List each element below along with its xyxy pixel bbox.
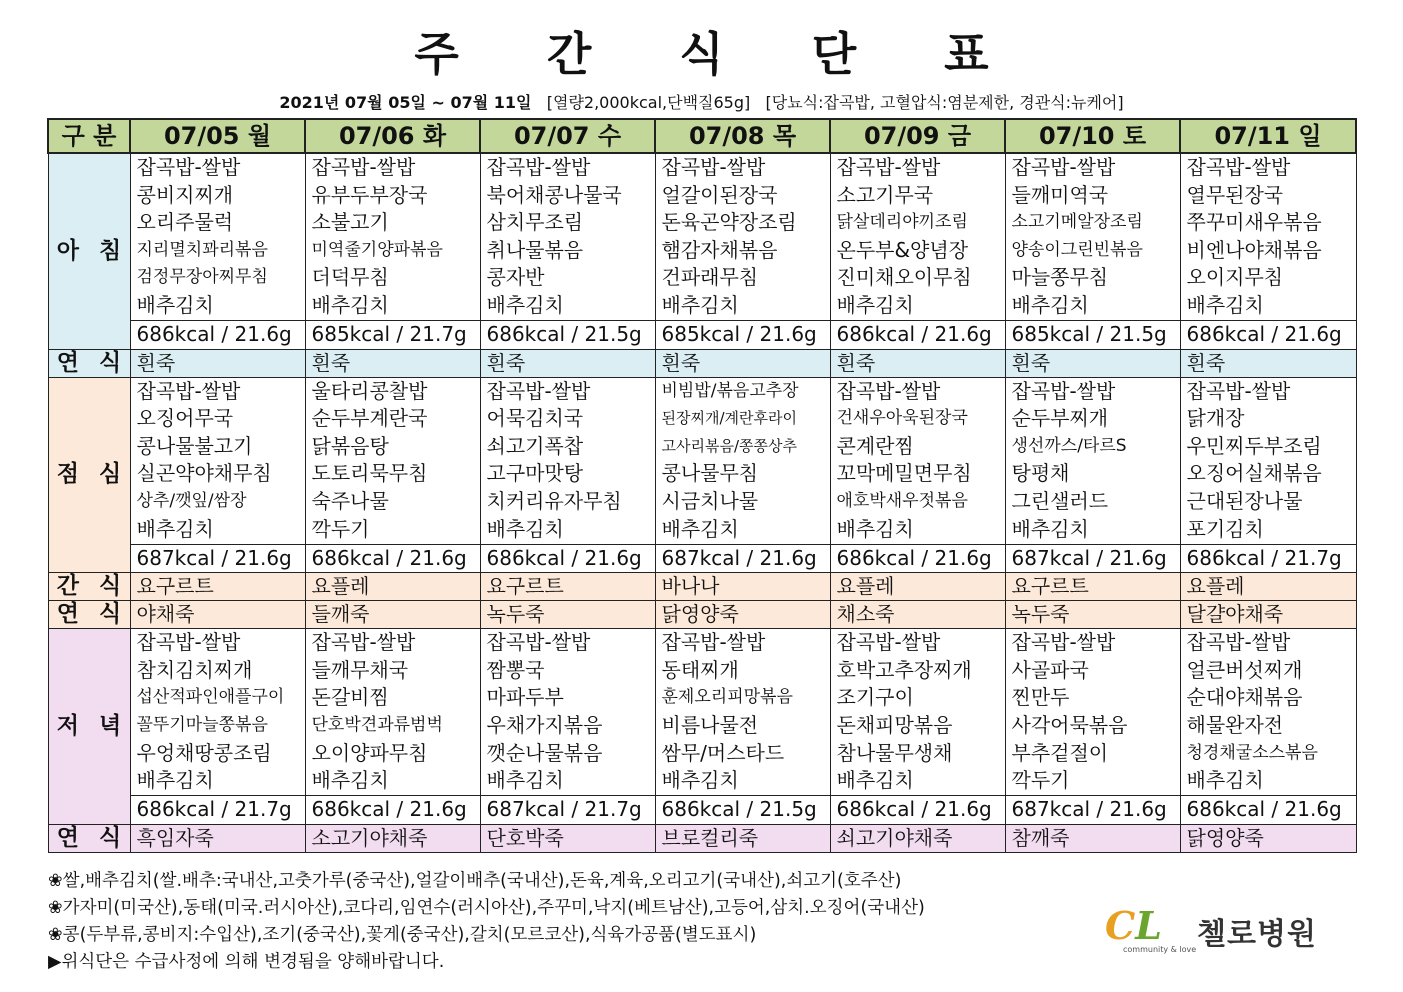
menu-item: 배추김치: [486, 292, 564, 317]
menu-item: 온두부&양념장: [836, 237, 969, 262]
menu-item: 오징어무국: [136, 406, 234, 431]
snack-cell: 요플레: [305, 573, 480, 601]
meal-cell: [1005, 629, 1180, 796]
kcal-cell: 686kcal / 21.6g: [830, 796, 1005, 825]
menu-item: 잡곡밥-쌀밥: [486, 630, 591, 655]
snack-row: [48, 573, 1356, 601]
menu-item: 고사리볶음/쫑쫑상추: [661, 436, 797, 455]
menu-item: 포기김치: [1186, 516, 1264, 541]
menu-item: 잡곡밥-쌀밥: [1186, 378, 1291, 403]
menu-item: 배추김치: [136, 292, 214, 317]
kcal-cell: 686kcal / 21.6g: [305, 544, 480, 573]
menu-item: 소고기메알장조림: [1011, 212, 1143, 233]
menu-item: 배추김치: [136, 516, 214, 541]
menu-item: 미역줄기양파볶음: [311, 239, 443, 260]
lunch-row: [48, 377, 1356, 544]
row-label: 연 식: [48, 349, 130, 377]
kcal-cell: 686kcal / 21.6g: [1180, 321, 1356, 350]
menu-item: 건새우아욱된장국: [836, 408, 968, 429]
breakfast-kcal-row: [48, 321, 1356, 350]
meal-cell: [1180, 377, 1356, 544]
kcal-cell: 687kcal / 21.6g: [1005, 796, 1180, 825]
soft-diet-cell: 흑임자죽: [130, 824, 305, 852]
soft-diet-cell: 흰죽: [830, 349, 1005, 377]
kcal-cell: 685kcal / 21.5g: [1005, 321, 1180, 350]
kcal-cell: 686kcal / 21.7g: [1180, 544, 1356, 573]
soft-diet-cell: 흰죽: [655, 349, 830, 377]
menu-item: 유부두부장국: [311, 182, 428, 207]
menu-item: 잡곡밥-쌀밥: [661, 630, 766, 655]
soft-diet-cell: 채소죽: [830, 601, 1005, 629]
menu-item: 콩자반: [486, 265, 545, 290]
menu-item: 콩나물무침: [661, 461, 759, 486]
soft-diet-cell: 들깨죽: [305, 601, 480, 629]
menu-item: 얼큰버섯찌개: [1186, 657, 1303, 682]
meal-cell: [1005, 153, 1180, 321]
soft-diet-row: [48, 601, 1356, 629]
menu-item: 돈채피망볶음: [836, 712, 953, 737]
menu-item: 숙주나물: [311, 488, 389, 513]
kcal-cell: 686kcal / 21.5g: [655, 796, 830, 825]
row-label: 연 식: [48, 601, 130, 629]
soft-diet-cell: 흰죽: [1180, 349, 1356, 377]
menu-item: 순두부찌개: [1011, 406, 1109, 431]
menu-item: 지리멸치꽈리볶음: [136, 239, 268, 260]
soft-diet-cell: 브로컬리죽: [655, 824, 830, 852]
menu-item: 취나물볶음: [486, 237, 584, 262]
meal-cell: [1180, 629, 1356, 796]
header-cell: 07/08 목: [655, 119, 830, 153]
snack-cell: 요구르트: [480, 573, 655, 601]
kcal-cell: 686kcal / 21.6g: [305, 796, 480, 825]
menu-item: 얼갈이된장국: [661, 182, 778, 207]
snack-cell: 바나나: [655, 573, 830, 601]
menu-item: 건파래무침: [661, 265, 759, 290]
header-cell: 07/09 금: [830, 119, 1005, 153]
menu-item: 어묵김치국: [486, 406, 584, 431]
kcal-cell: 686kcal / 21.6g: [830, 544, 1005, 573]
menu-item: 호박고추장찌개: [836, 657, 972, 682]
origin-note: ❀콩(두부류,콩비지:수입산),조기(중국산),꽃게(중국산),갈치(모르코산),식육가공품(별도표시): [48, 925, 757, 945]
soft-diet-cell: 흰죽: [305, 349, 480, 377]
menu-item: 쭈꾸미새우볶음: [1186, 210, 1322, 235]
subtitle: [0, 90, 1403, 113]
menu-item: 근대된장나물: [1186, 488, 1303, 513]
menu-item: 배추김치: [486, 516, 564, 541]
menu-item: 소불고기: [311, 210, 389, 235]
menu-item: 쌈무/머스타드: [661, 740, 785, 765]
lunch-kcal-row: [48, 544, 1356, 573]
menu-item: 배추김치: [1011, 516, 1089, 541]
menu-item: 잡곡밥-쌀밥: [486, 155, 591, 179]
menu-item: 오징어실채볶음: [1186, 461, 1322, 486]
menu-item: 잡곡밥-쌀밥: [836, 155, 941, 179]
kcal-cell: 686kcal / 21.6g: [830, 321, 1005, 350]
row-label: 저 녁: [48, 629, 130, 825]
menu-item: 진미채오이무침: [836, 265, 972, 290]
menu-item: 우채가지볶음: [486, 712, 603, 737]
meal-cell: [305, 629, 480, 796]
menu-item: 애호박새우젓볶음: [836, 490, 968, 511]
row-label: 간 식: [48, 573, 130, 601]
meal-cell: [130, 377, 305, 544]
menu-item: 그린샐러드: [1011, 488, 1109, 513]
menu-item: 사골파국: [1011, 657, 1089, 682]
soft-diet-cell: 참깨죽: [1005, 824, 1180, 852]
meal-cell: [830, 629, 1005, 796]
menu-item: 부추겉절이: [1011, 740, 1109, 765]
menu-item: 잡곡밥-쌀밥: [136, 630, 241, 655]
menu-item: 배추김치: [661, 516, 739, 541]
meal-cell: [480, 377, 655, 544]
menu-item: 참치김치찌개: [136, 657, 253, 682]
menu-item: 비엔나야채볶음: [1186, 237, 1322, 262]
menu-item: 배추김치: [836, 292, 914, 317]
menu-item: 상추/깻잎/쌈장: [136, 490, 247, 511]
menu-item: 배추김치: [661, 768, 739, 793]
menu-item: 콩비지찌개: [136, 182, 234, 207]
dinner-row: [48, 629, 1356, 796]
menu-item: 시금치나물: [661, 488, 759, 513]
menu-item: 조기구이: [836, 685, 914, 710]
menu-item: 잡곡밥-쌀밥: [1011, 378, 1116, 403]
meal-cell: [655, 629, 830, 796]
menu-item: 쇠고기폭찹: [486, 433, 584, 458]
logo-mark: [1105, 903, 1162, 948]
row-label: 연 식: [48, 824, 130, 852]
meal-cell: [305, 377, 480, 544]
snack-cell: 요플레: [830, 573, 1005, 601]
menu-item: 돈갈비찜: [311, 685, 389, 710]
menu-item: 배추김치: [311, 768, 389, 793]
menu-item: 닭살데리야끼조림: [836, 212, 968, 233]
soft-diet-cell: 닭영양죽: [655, 601, 830, 629]
kcal-cell: 685kcal / 21.7g: [305, 321, 480, 350]
soft-diet-cell: 흰죽: [1005, 349, 1180, 377]
menu-item: 오리주물럭: [136, 210, 234, 235]
menu-item: 동태찌개: [661, 657, 739, 682]
menu-item: 잡곡밥-쌀밥: [836, 378, 941, 403]
menu-item: 콘계란찜: [836, 433, 914, 458]
menu-item: 잡곡밥-쌀밥: [1011, 155, 1116, 179]
hospital-logo: [1105, 903, 1365, 963]
menu-item: 배추김치: [1186, 292, 1264, 317]
meal-cell: [480, 629, 655, 796]
kcal-cell: 687kcal / 21.6g: [1005, 544, 1180, 573]
menu-item: 비름나물전: [661, 712, 759, 737]
logo-l: L: [1135, 903, 1162, 948]
menu-item: 섭산적파인애플구이: [136, 687, 285, 708]
soft-diet-cell: 야채죽: [130, 601, 305, 629]
row-label: 아 침: [48, 153, 130, 349]
meal-cell: [1180, 153, 1356, 321]
meal-cell: [480, 153, 655, 321]
soft-diet-cell: 소고기야채죽: [305, 824, 480, 852]
menu-item: 북어채콩나물국: [486, 182, 622, 207]
menu-item: 삼치무조림: [486, 210, 584, 235]
menu-item: 배추김치: [1186, 768, 1264, 793]
menu-item: 잡곡밥-쌀밥: [1011, 630, 1116, 655]
header-cell: 구 분: [48, 119, 130, 153]
menu-item: 잡곡밥-쌀밥: [1186, 155, 1291, 179]
menu-item: 생선까스/타르S: [1011, 435, 1127, 456]
menu-item: 잡곡밥-쌀밥: [136, 155, 241, 179]
logo-tagline: community & love: [1123, 945, 1197, 954]
kcal-cell: 685kcal / 21.6g: [655, 321, 830, 350]
header-cell: 07/10 토: [1005, 119, 1180, 153]
menu-item: 마늘쫑무침: [1011, 265, 1109, 290]
menu-item: 순두부계란국: [311, 406, 428, 431]
menu-item: 콩나물불고기: [136, 433, 253, 458]
soft-diet-row: [48, 349, 1356, 377]
header-cell: 07/11 일: [1180, 119, 1356, 153]
menu-item: 사각어묵볶음: [1011, 712, 1128, 737]
menu-item: 깍두기: [1011, 768, 1070, 793]
kcal-cell: 687kcal / 21.7g: [480, 796, 655, 825]
soft-diet-cell: 단호박죽: [480, 824, 655, 852]
menu-item: 고구마맛탕: [486, 461, 584, 486]
menu-item: 우엉채땅콩조림: [136, 740, 272, 765]
soft-diet-cell: 달걀야채죽: [1180, 601, 1356, 629]
menu-item: 닭개장: [1186, 406, 1245, 431]
menu-item: 치커리유자무침: [486, 488, 622, 513]
menu-item: 배추김치: [311, 292, 389, 317]
meal-cell: [655, 153, 830, 321]
snack-cell: 요구르트: [130, 573, 305, 601]
meal-cell: [130, 153, 305, 321]
soft-diet-cell: 흰죽: [480, 349, 655, 377]
menu-item: 돈육곤약장조림: [661, 210, 797, 235]
kcal-cell: 687kcal / 21.6g: [130, 544, 305, 573]
kcal-cell: 686kcal / 21.7g: [130, 796, 305, 825]
menu-item: 실곤약야채무침: [136, 461, 272, 486]
menu-item: 잡곡밥-쌀밥: [486, 378, 591, 403]
header-row: [48, 119, 1356, 153]
snack-cell: 요플레: [1180, 573, 1356, 601]
menu-item: 짬뽕국: [486, 657, 545, 682]
menu-item: 햄감자채볶음: [661, 237, 778, 262]
dinner-kcal-row: [48, 796, 1356, 825]
kcal-cell: 686kcal / 21.6g: [1180, 796, 1356, 825]
menu-item: 양송이그린빈볶음: [1011, 239, 1143, 260]
menu-item: 참나물무생채: [836, 740, 953, 765]
menu-item: 청경채굴소스볶음: [1186, 742, 1318, 763]
snack-cell: 요구르트: [1005, 573, 1180, 601]
menu-item: 오이양파무침: [311, 740, 428, 765]
menu-item: 배추김치: [836, 768, 914, 793]
menu-item: 배추김치: [661, 292, 739, 317]
menu-item: 더덕무침: [311, 265, 389, 290]
change-notice: ▶위식단은 수급사정에 의해 변경됨을 양해바랍니다.: [48, 952, 445, 972]
meal-cell: [305, 153, 480, 321]
menu-item: 열무된장국: [1186, 182, 1284, 207]
menu-item: 들깨미역국: [1011, 182, 1109, 207]
menu-item: 된장찌개/계란후라이: [661, 409, 797, 428]
menu-item: 깍두기: [311, 516, 370, 541]
soft-diet-row: [48, 824, 1356, 852]
menu-item: 해물완자전: [1186, 712, 1284, 737]
menu-item: 들깨무채국: [311, 657, 409, 682]
menu-item: 잡곡밥-쌀밥: [311, 630, 416, 655]
logo-c: C: [1105, 903, 1136, 948]
header-cell: 07/06 화: [305, 119, 480, 153]
menu-item: 잡곡밥-쌀밥: [1186, 630, 1291, 655]
meal-cell: [830, 377, 1005, 544]
origin-note: ❀쌀,배추김치(쌀.배추:국내산,고춧가루(중국산),얼갈이배추(국내산),돈육,계육,오리고기(국내산),쇠고기(호주산): [48, 871, 902, 891]
menu-item: 배추김치: [836, 516, 914, 541]
menu-item: 마파두부: [486, 685, 564, 710]
period-text: 2021년 07월 05일 ~ 07월 11일: [279, 93, 532, 112]
menu-item: 잡곡밥-쌀밥: [311, 155, 416, 179]
weekly-menu-table: [47, 118, 1357, 853]
kcal-cell: 686kcal / 21.5g: [480, 321, 655, 350]
meal-cell: [1005, 377, 1180, 544]
nutrition-note: [열량2,000kcal,단백질65g] [당뇨식:잡곡밥, 고혈압식:염분제한, 경관식:뉴케어]: [546, 93, 1124, 112]
menu-item: 검정무장아찌무침: [136, 267, 268, 288]
soft-diet-cell: 흰죽: [130, 349, 305, 377]
page-title: 주 간 식 단 표: [414, 27, 1025, 81]
logo-name: 첼로병원: [1197, 917, 1317, 952]
menu-item: 탕평채: [1011, 461, 1070, 486]
header-cell: 07/05 월: [130, 119, 305, 153]
menu-item: 비빔밥/볶음고추장: [661, 380, 799, 401]
kcal-cell: 686kcal / 21.6g: [480, 544, 655, 573]
menu-item: 소고기무국: [836, 182, 934, 207]
menu-item: 잡곡밥-쌀밥: [836, 630, 941, 655]
menu-item: 훈제오리피망볶음: [661, 687, 793, 708]
menu-item: 배추김치: [486, 768, 564, 793]
menu-item: 단호박견과류범벅: [311, 714, 443, 735]
soft-diet-cell: 녹두죽: [480, 601, 655, 629]
menu-item: 닭볶음탕: [311, 433, 389, 458]
menu-item: 우민찌두부조림: [1186, 433, 1322, 458]
menu-item: 오이지무침: [1186, 265, 1284, 290]
menu-item: 순대야채볶음: [1186, 685, 1303, 710]
menu-item: 깻순나물볶음: [486, 740, 603, 765]
menu-item: 찐만두: [1011, 685, 1070, 710]
menu-item: 울타리콩찰밥: [311, 378, 428, 403]
soft-diet-cell: 닭영양죽: [1180, 824, 1356, 852]
soft-diet-cell: 쇠고기야채죽: [830, 824, 1005, 852]
breakfast-row: [48, 153, 1356, 321]
menu-item: 꼬막메밀면무침: [836, 461, 972, 486]
menu-item: 배추김치: [1011, 292, 1089, 317]
header-cell: 07/07 수: [480, 119, 655, 153]
kcal-cell: 686kcal / 21.6g: [130, 321, 305, 350]
meal-cell: [655, 377, 830, 544]
menu-item: 꼴뚜기마늘쫑볶음: [136, 714, 268, 735]
origin-note: ❀가자미(미국산),동태(미국.러시아산),코다리,임연수(러시아산),주꾸미,낙지(베트남산),고등어,삼치.오징어(국내산): [48, 898, 925, 918]
menu-item: 배추김치: [136, 768, 214, 793]
row-label: 점 심: [48, 377, 130, 573]
soft-diet-cell: 녹두죽: [1005, 601, 1180, 629]
menu-item: 잡곡밥-쌀밥: [136, 378, 241, 403]
menu-item: 잡곡밥-쌀밥: [661, 155, 766, 179]
footer-notes: [48, 868, 925, 976]
meal-cell: [830, 153, 1005, 321]
menu-item: 도토리묵무침: [311, 461, 428, 486]
kcal-cell: 687kcal / 21.6g: [655, 544, 830, 573]
meal-cell: [130, 629, 305, 796]
